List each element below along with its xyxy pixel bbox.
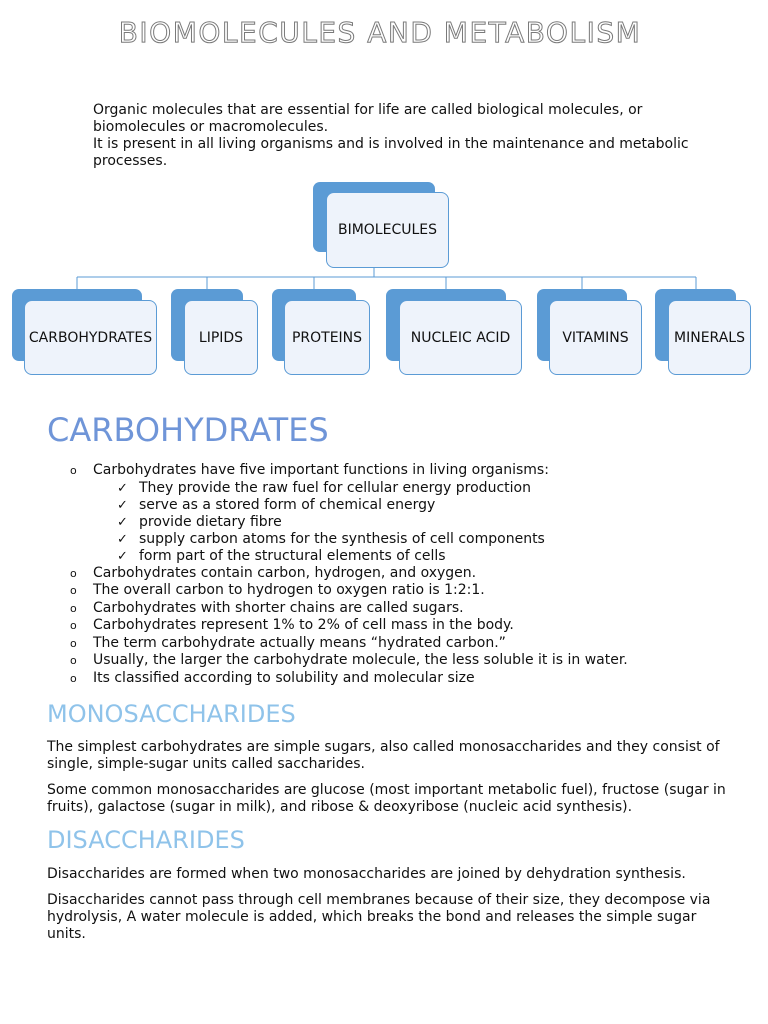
circle-bullet-icon: o bbox=[70, 584, 77, 597]
list-item: o Its classified according to solubility and molecular size bbox=[70, 669, 475, 686]
list-item: o Usually, the larger the carbohydrate molecule, the less soluble it is in water. bbox=[70, 652, 628, 668]
node-label-minerals: MINERALS bbox=[668, 300, 751, 375]
circle-bullet-icon: o bbox=[70, 636, 77, 650]
list-item-check: ✓ serve as a stored form of chemical energy bbox=[117, 496, 436, 513]
list-item: o The term carbohydrate actually means “hydrated carbon.” bbox=[70, 634, 506, 651]
node-label-carbohydrates: CARBOHYDRATES bbox=[24, 300, 157, 375]
list-item-check: ✓ supply carbon atoms for the synthesis of cell components bbox=[117, 530, 545, 547]
disaccharides-paragraph-1: Disaccharides are formed when two monosaccharides are joined by dehydration synthesis. bbox=[47, 866, 686, 882]
checkmark-icon: ✓ bbox=[117, 497, 128, 513]
list-item: o Carbohydrates contain carbon, hydrogen, and oxygen. bbox=[70, 564, 477, 581]
node-label-proteins: PROTEINS bbox=[284, 300, 370, 375]
list-item-check: ✓ They provide the raw fuel for cellular energy production bbox=[117, 479, 531, 496]
node-label-vitamins: VITAMINS bbox=[549, 300, 642, 375]
monosaccharides-paragraph-1: The simplest carbohydrates are simple sugars, also called monosaccharides and they consist of single, simple-sugar units called saccharides. bbox=[47, 739, 720, 772]
circle-bullet-icon: o bbox=[70, 601, 77, 615]
monosaccharides-paragraph-2: Some common monosaccharides are glucose (most important metabolic fuel), fructose (sugar in fruits), galactose (sugar in milk), and ribose & deoxyribose (nucleic acid synthesis). bbox=[47, 782, 726, 815]
checkmark-icon: ✓ bbox=[117, 480, 128, 496]
circle-bullet-icon: o bbox=[70, 619, 77, 632]
checkmark-icon: ✓ bbox=[117, 514, 128, 530]
document-title: BIOMOLECULES AND METABOLISM bbox=[118, 16, 642, 49]
circle-bullet-icon: o bbox=[70, 464, 77, 477]
list-item: o Carbohydrates with shorter chains are called sugars. bbox=[70, 599, 464, 616]
intro-line-2: It is present in all living organisms and is involved in the maintenance and metabolic processes. bbox=[93, 136, 689, 169]
intro-line-1: Organic molecules that are essential for life are called biological molecules, or biomolecules or macromolecules. bbox=[93, 102, 643, 135]
heading-monosaccharides: MONOSACCHARIDES bbox=[47, 700, 296, 728]
node-label-nucleic-acid: NUCLEIC ACID bbox=[399, 300, 522, 375]
list-item-check: ✓ form part of the structural elements of cells bbox=[117, 547, 446, 564]
circle-bullet-icon: o bbox=[70, 671, 77, 685]
list-item: o Carbohydrates represent 1% to 2% of cell mass in the body. bbox=[70, 617, 514, 633]
node-label-lipids: LIPIDS bbox=[184, 300, 258, 375]
list-item: o The overall carbon to hydrogen to oxygen ratio is 1:2:1. bbox=[70, 582, 485, 598]
node-label-root: BIMOLECULES bbox=[326, 192, 449, 268]
list-item: o Carbohydrates have five important functions in living organisms: bbox=[70, 462, 549, 478]
disaccharides-paragraph-2: Disaccharides cannot pass through cell membranes because of their size, they decompose via hydrolysis, A water molecule is added, which breaks the bond and releases the simple sugar units. bbox=[47, 892, 711, 942]
checkmark-icon: ✓ bbox=[117, 531, 128, 547]
circle-bullet-icon: o bbox=[70, 566, 77, 580]
list-item-check: ✓ provide dietary fibre bbox=[117, 513, 282, 530]
heading-disaccharides: DISACCHARIDES bbox=[47, 826, 245, 854]
checkmark-icon: ✓ bbox=[117, 548, 128, 564]
circle-bullet-icon: o bbox=[70, 654, 77, 667]
carbohydrates-list bbox=[70, 462, 750, 687]
heading-carbohydrates: CARBOHYDRATES bbox=[47, 411, 329, 449]
